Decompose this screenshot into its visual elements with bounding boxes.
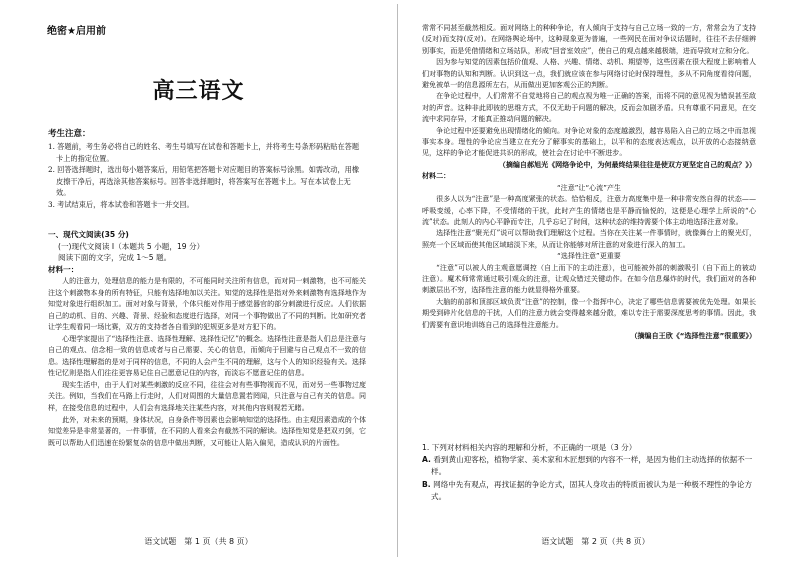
notice-item: 2. 回答选择题时，选出每小题答案后，用铅笔把答题卡对应题目的答案标号涂黑。如需改动，用橡皮擦干净后，再选涂其他答案标号。回答非选择题时，将答案写在答题卡上。写在本试卷上无效。	[48, 165, 360, 198]
paragraph: 因为参与知觉的因素包括价值观、人格、兴趣、情绪、动机、期望等，这些因素在很大程度上影响着人们对事物的认知和判断。认识到这一点，我们就应该在参与网络讨论时保持理性，多从不同角度看待问题，避免被单一的信息源所左右，从而做出更加客观公正的判断。	[422, 57, 756, 90]
option-text: 网络中先有观点，再找证据的争论方式，固其人身攻击的特质而被认为是一种极不理性的争论方式。	[431, 479, 753, 501]
exam-title: 高三语文	[152, 79, 245, 104]
notice-item: 3. 考试结束后，将本试卷和答题卡一并交回。	[48, 199, 194, 209]
paragraph: 人的注意力，处理信息的能力是有限的，不可能同时关注所有信息，而对同一刺激物，也不可能关注这个刺激物本身的所有特征，只能有选择地加以关注。知觉的选择性是指对外来刺激物有选择地作为知觉对象进行组织加工。面对对象与背景，个体只能对作用于感觉器官的部分刺激进行反应。人们依据自己的动机、目的、兴趣、背景、经验和态度进行选择，对同一个事物做出了不同的判断。比如研究者让学生观看同一场比赛，双方的支持者各自看到的犯规更多是对方犯下的。	[48, 276, 366, 332]
material1-body	[48, 275, 366, 448]
paragraph: 常常不同甚至截然相反。面对网络上的种种争论，有人倾向于支持与自己立场一致的一方，常常会为了支持(反对)而支持(反对)。在网络舆论场中，这种现象更为普遍，一些网民在面对争议话题时，往往不去仔细辨别事实，而是凭借情绪和立场站队，形成“回音室效应”，使自己的观点越来越极端，进而导致对立和分化。	[422, 23, 756, 55]
paragraph: 此外，对未来的预期，身体状况，自身条件等因素也会影响知觉的选择性。由主观因素造成的个体知觉差异是非常显著的，一件事情，在不同的人看来会有截然不同的解读。选择性知觉是把双刃剑，它既可以帮助人们迅速在纷繁复杂的信息中做出判断，又可能让人陷入偏见，造成认识的片面性。	[48, 414, 366, 447]
source-citation-2: （摘编自王欣《“选择性注意”很重要》）	[630, 330, 756, 340]
paragraph: 争论过程中还要避免出现情绪化的倾向。对争论对象的态度越激烈，越容易陷入自己的立场之中而忽视事实本身。理性的争论应当建立在充分了解事实的基础上，以平和的态度表达观点，以开放的心态接纳意见，这样的争论才能促进共识的形成，使社会在讨论中不断进步。	[422, 125, 756, 158]
paragraph: 大脑的前部和顶部区域负责“注意”的控制，像一个指挥中心，决定了哪些信息需要被优先处理。如果长期受到碎片化信息的干扰，人们的注意力就会变得越来越分散，难以专注于需要深度思考的事情。因此，我们需要有意识地训练自己的选择性注意能力。	[422, 296, 756, 329]
source-citation-1: （摘编自郝旭光《网络争论中，为何最终结果往往是使双方更坚定自己的观点？》）	[498, 159, 756, 169]
instruction-text: 阅读下面的文字，完成 1～5 题。	[58, 253, 172, 263]
question-stem: 1. 下列对材料相关内容的理解和分析，不正确的一项是（3 分）	[422, 443, 637, 452]
notice-heading: 考生注意：	[48, 129, 91, 139]
paragraph: 很多人以为“注意”是一种高度紧张的状态。恰恰相反，注意力高度集中是一种非常安然自得的状态——呼吸变缓，心率下降，不受情绪的干扰，此时产生的情绪也是平静而愉悦的，这便是心理学上所说的“心流”状态。此刻人的内心平静而专注，几乎忘记了时间，这种状态的维持需要个体主动地选择注意对象。	[422, 194, 756, 226]
notice-item: 1. 答题前，考生务必将自己的姓名、考生号填写在试卷和答题卡上，并将考生号条形码粘贴在答题卡上的指定位置。	[48, 142, 360, 163]
question-block	[422, 442, 756, 503]
paragraph: 心理学家提出了“选择性注意、选择性理解、选择性记忆”的概念。选择性注意是指人们总是注意与自己的观点、信念相一致的信息或者与自己需要、关心的信息，而倾向于回避与自己观点不一致的信息。选择性理解指的是对于同样的信息，不同的人会产生不同的理解，这与个人的知识经验有关。选择性记忆则是指人们往往更容易记住自己愿意记住的内容，而淡忘不愿意记住的信息。	[48, 333, 366, 378]
material2-subtitle: “选择性注意”更重要	[557, 251, 621, 261]
question-option	[422, 479, 756, 503]
material2-title: “注意”让“心流”产生	[557, 182, 621, 192]
page-2-body	[422, 22, 756, 341]
notice-list	[48, 141, 360, 211]
section-title: 一、现代文阅读(35 分)	[48, 230, 129, 239]
option-label: B.	[422, 479, 431, 489]
paragraph: 选择性注意“聚光灯”说可以帮助我们理解这个过程。当你在关注某一件事情时，就像舞台上的聚光灯，照亮一个区域而使其他区域暗淡下来，从而让你能够对所注意的对象进行深入的加工。	[422, 228, 756, 249]
material2-label: 材料二：	[422, 171, 451, 181]
option-text: 看到黄山迎客松，植物学家、美术家和木匠想到的内容不一样，是因为他们主动选择的依据不一样。	[431, 455, 753, 477]
paragraph: 现实生活中，由于人们对某些刺激的反应不同，往往会对有些事物视而不见，而对另一些事物过度关注。例如，当我们在马路上行走时，人们对周围的大量信息置若罔闻，只注意与自己有关的信息。同样，在接受信息的过程中，人们会有选择地关注某些内容，对其他内容则视若无睹。	[48, 379, 366, 413]
page-1-footer: 语文试题 第 1 页（共 8 页）	[144, 537, 253, 546]
paragraph: 在争论过程中，人们常常不自觉地将自己的观点视为唯一正确的答案，而将不同的意见视为错误甚至敌对的声音。这种非此即彼的思维方式，不仅无助于问题的解决，反而会加剧矛盾。只有尊重不同意见，在交流中求同存异，才能真正推动问题的解决。	[422, 91, 756, 124]
section-header	[48, 229, 368, 275]
subsection-title: (一)现代文阅读 I（本题共 5 小题，19 分）	[58, 241, 205, 251]
material1-label: 材料一：	[48, 264, 79, 274]
paragraph: “注意”可以被人的主观意愿调控（自上而下的主动注意），也可能被外部的刺激吸引（自下而上的被动注意）。魔术师常常通过吸引观众的注意，让观众错过关键动作。在如今信息爆炸的时代，我们面对的各种刺激层出不穷，选择性注意的能力就显得格外重要。	[422, 262, 756, 295]
page-2-footer: 语文试题 第 2 页（共 8 页）	[541, 537, 650, 546]
question-option	[422, 454, 756, 478]
secret-label: 绝密★启用前	[47, 26, 106, 37]
option-label: A.	[422, 455, 431, 465]
